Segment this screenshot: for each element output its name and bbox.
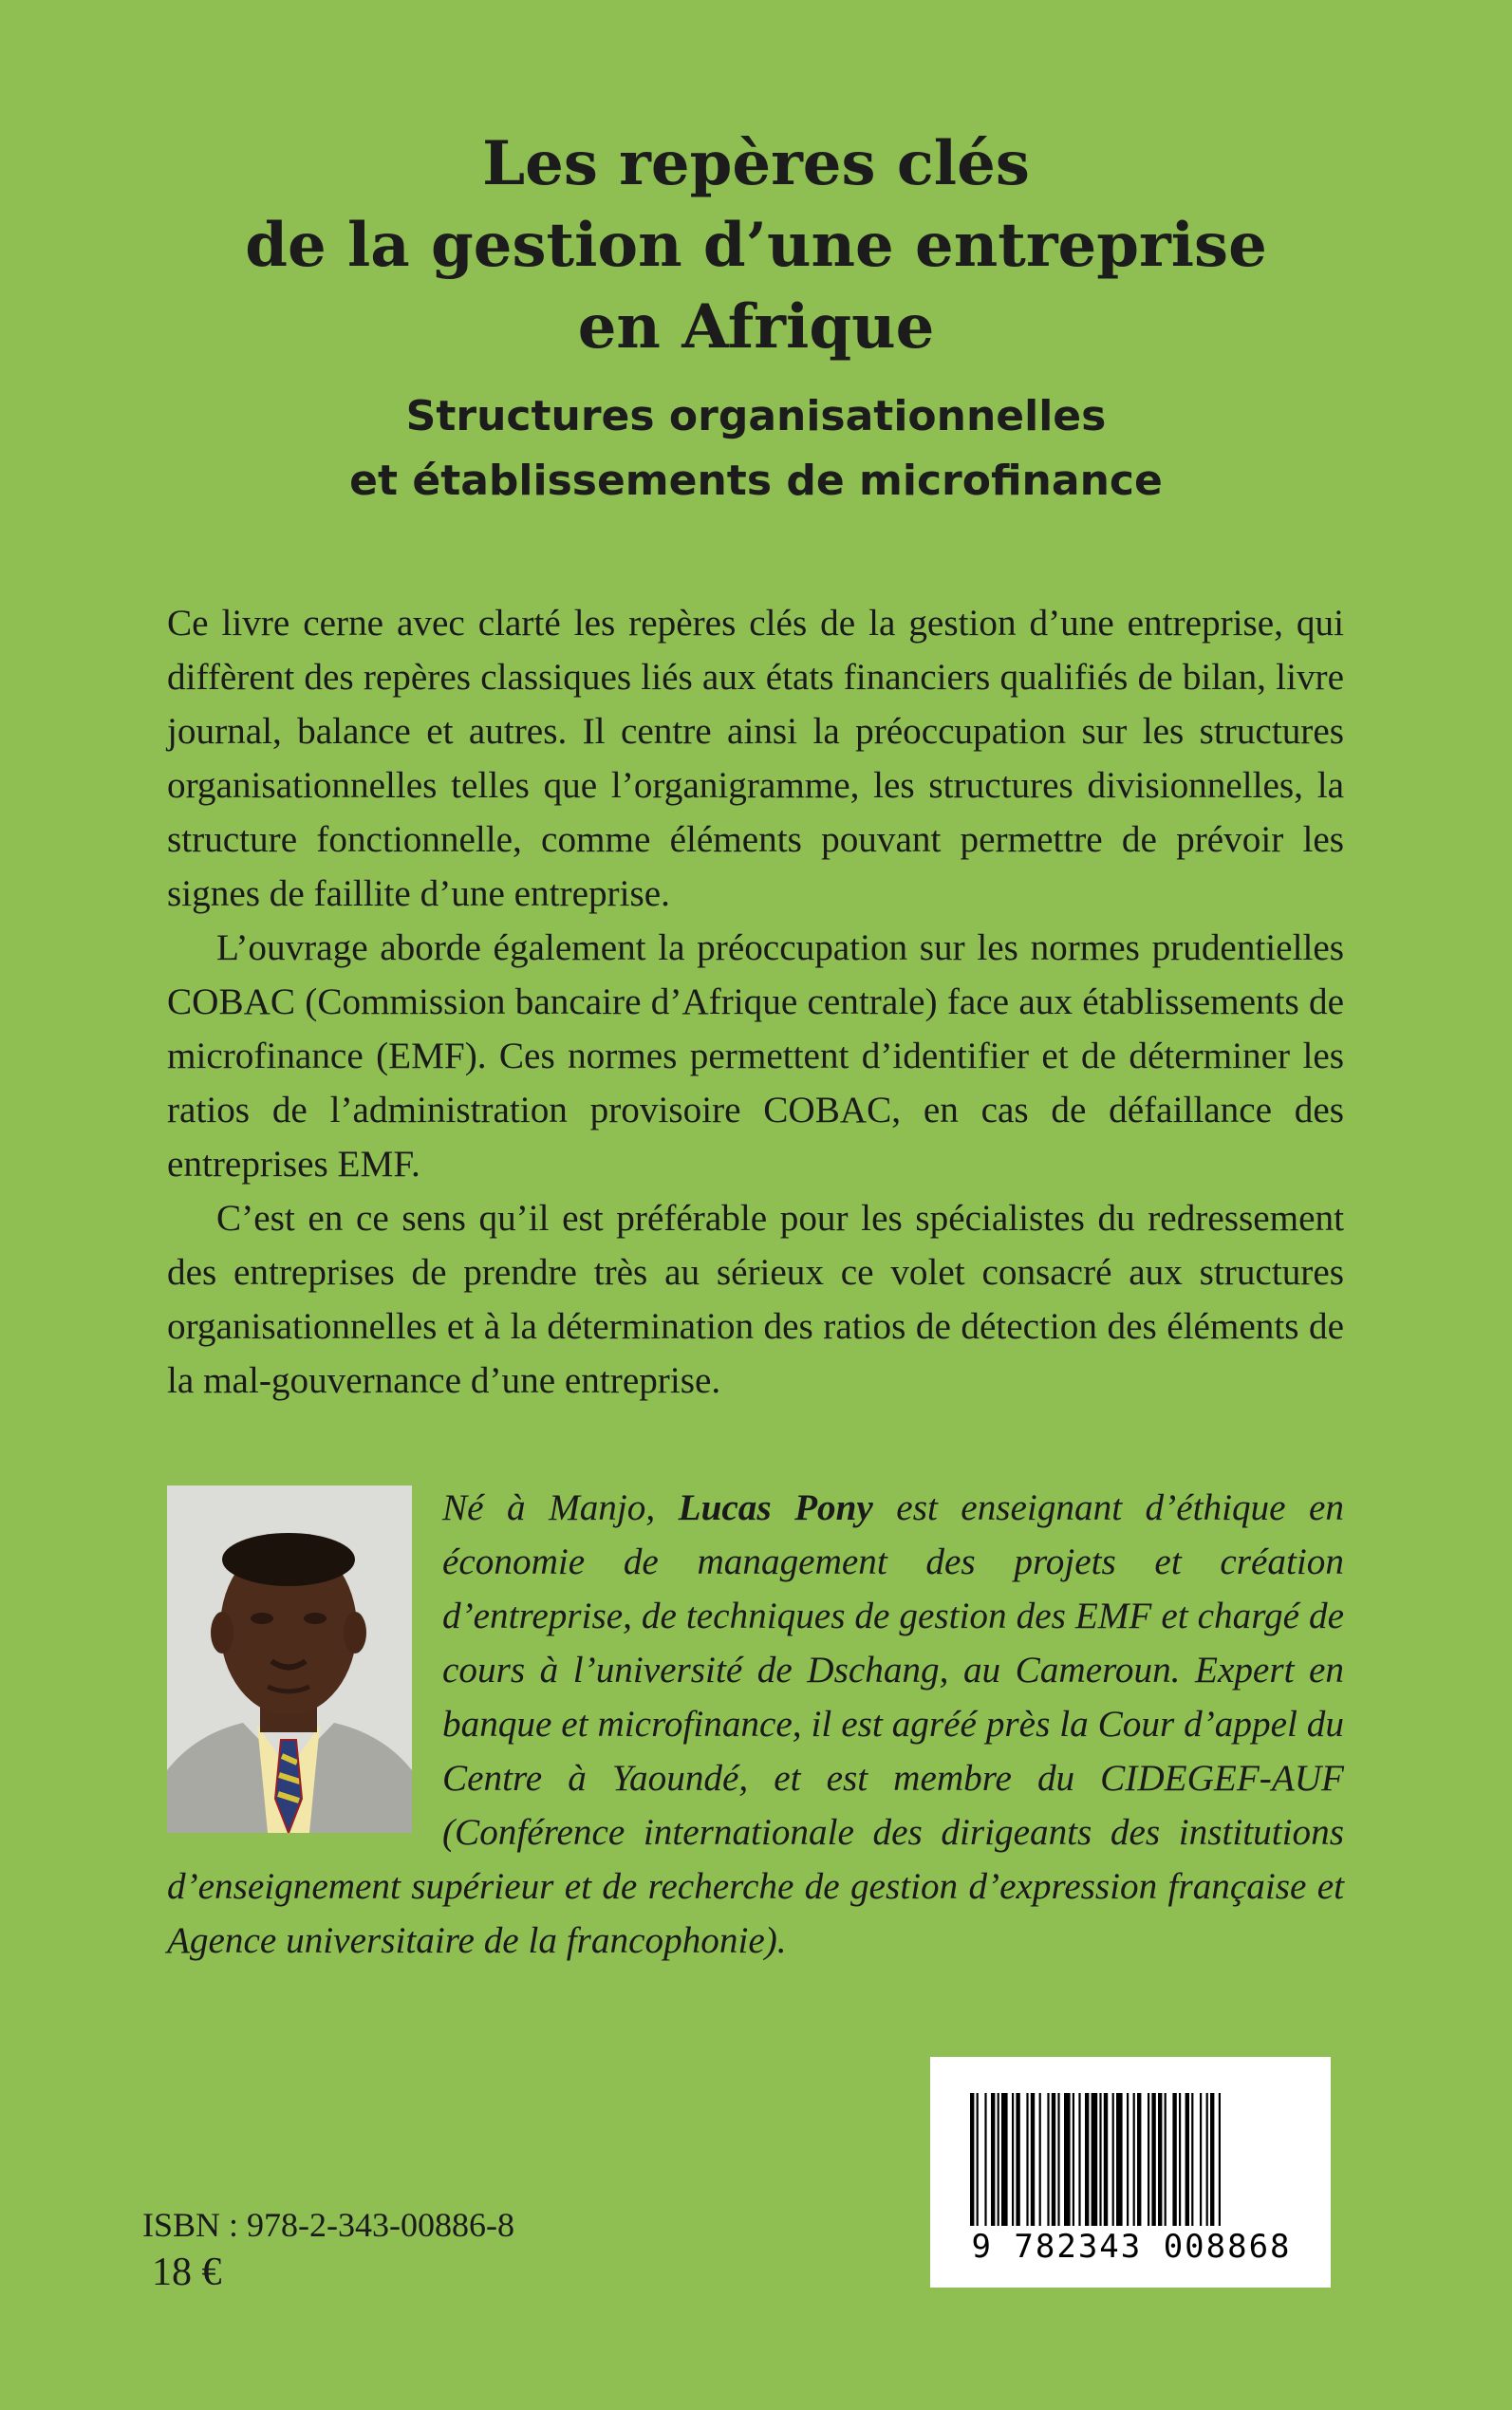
barcode-digits: 9 782343 008868: [971, 2228, 1292, 2266]
barcode-image: [970, 2093, 1293, 2226]
barcode-bar: [1001, 2093, 1008, 2226]
barcode-bar: [1116, 2093, 1123, 2226]
barcode-bar: [998, 2093, 999, 2226]
summary-paragraph: Ce livre cerne avec clarté les repères clés de la gestion d’une entreprise, qui diffèrent des repères classiques liés aux états financiers qualifiés de bilan, livre journal, balance et autres. Il centre ainsi la préoccupation sur les structures organisationnelles telles que l’organigramme, les structures divisionnelles, la structure fonctionnelle, comme éléments pouvant permettre de prévoir les signes de faillite d’une entreprise.: [167, 603, 1344, 914]
barcode-bar: [1064, 2093, 1071, 2226]
isbn-text: ISBN : 978-2-343-00886-8: [142, 2206, 514, 2244]
barcode-bar: [977, 2093, 979, 2226]
barcode-bar: [1219, 2093, 1221, 2226]
author-name: Lucas Pony: [678, 1487, 873, 1528]
barcode-bar: [984, 2093, 986, 2226]
barcode-bar: [970, 2093, 974, 2226]
barcode-bar: [1012, 2093, 1014, 2226]
barcode-bar: [1047, 2093, 1049, 2226]
barcode-bar: [1165, 2093, 1167, 2226]
author-bio: [167, 1481, 1344, 1968]
barcode-bar: [1191, 2093, 1193, 2226]
title-line-3: en Afrique: [577, 291, 935, 363]
barcode-bar: [1039, 2093, 1041, 2226]
barcode-bar: [1210, 2093, 1214, 2226]
barcode-bar: [1016, 2093, 1019, 2226]
barcode-bar: [1158, 2093, 1162, 2226]
barcode-bar: [1185, 2093, 1189, 2226]
barcode-bar: [991, 2093, 995, 2226]
barcode-bar: [1148, 2093, 1149, 2226]
barcode-bar: [1104, 2093, 1108, 2226]
barcode-bar: [1137, 2093, 1141, 2226]
price-text: 18 €: [152, 2251, 222, 2294]
barcode-bar: [1151, 2093, 1155, 2226]
barcode-bar: [1127, 2093, 1129, 2226]
barcode-bar: [1200, 2093, 1202, 2226]
title-block: [0, 123, 1512, 368]
barcode-bar: [1179, 2093, 1181, 2226]
barcode-bar: [1026, 2093, 1028, 2226]
summary-paragraph: C’est en ce sens qu’il est préférable pour les spécialistes du redressement des entreprises de prendre très au sérieux ce volet consacré aux structures organisationnelles et à la détermination des ratios de détection des éléments de la mal-gouvernance d’une entreprise.: [167, 1198, 1344, 1401]
barcode-bar: [1206, 2093, 1208, 2226]
photo-spacer: [167, 1481, 442, 1851]
barcode-bar: [1092, 2093, 1098, 2226]
subtitle-line-1: Structures organisationnelles: [405, 392, 1107, 440]
barcode-bar: [1133, 2093, 1135, 2226]
author-bio-intro: Né à Manjo,: [442, 1487, 679, 1528]
barcode-bar: [1031, 2093, 1035, 2226]
title-line-1: Les repères clés: [482, 128, 1030, 199]
barcode-bar: [1099, 2093, 1101, 2226]
barcode-bar: [1172, 2093, 1176, 2226]
barcode-bar: [1052, 2093, 1055, 2226]
barcode-bar: [1112, 2093, 1114, 2226]
summary-paragraph: L’ouvrage aborde également la préoccupation sur les normes prudentielles COBAC (Commission bancaire d’Afrique centrale) face aux établissements de microfinance (EMF). Ces normes permettent d’identifier et de déterminer les ratios de l’administration provisoire COBAC, en cas de défaillance des entreprises EMF.: [167, 927, 1344, 1185]
barcode-bar: [1085, 2093, 1089, 2226]
barcode-bar: [1078, 2093, 1080, 2226]
subtitle-line-2: et établissements de microfinance: [349, 457, 1163, 505]
author-bio-text: est enseignant d’éthique en économie de management des projets et création d’entreprise, de techniques de gestion des EMF et chargé de cours à l’université de Dschang, au Cameroun. Expert en banque et microfinance, il est agréé près la Cour d’appel du Centre à Yaoundé, et est membre du CIDEGEF-AUF (Conférence internationale des dirigeants des institutions d’enseignement supérieur et de recherche de gestion d’expression française et Agence universitaire de la francophonie).: [167, 1487, 1345, 1961]
title-line-2: de la gestion d’une entreprise: [245, 210, 1267, 281]
barcode-box: [930, 2057, 1331, 2288]
subtitle-block: [0, 384, 1512, 514]
barcode-bar: [1057, 2093, 1059, 2226]
back-cover-summary: [167, 596, 1344, 1408]
barcode-bar: [1073, 2093, 1074, 2226]
